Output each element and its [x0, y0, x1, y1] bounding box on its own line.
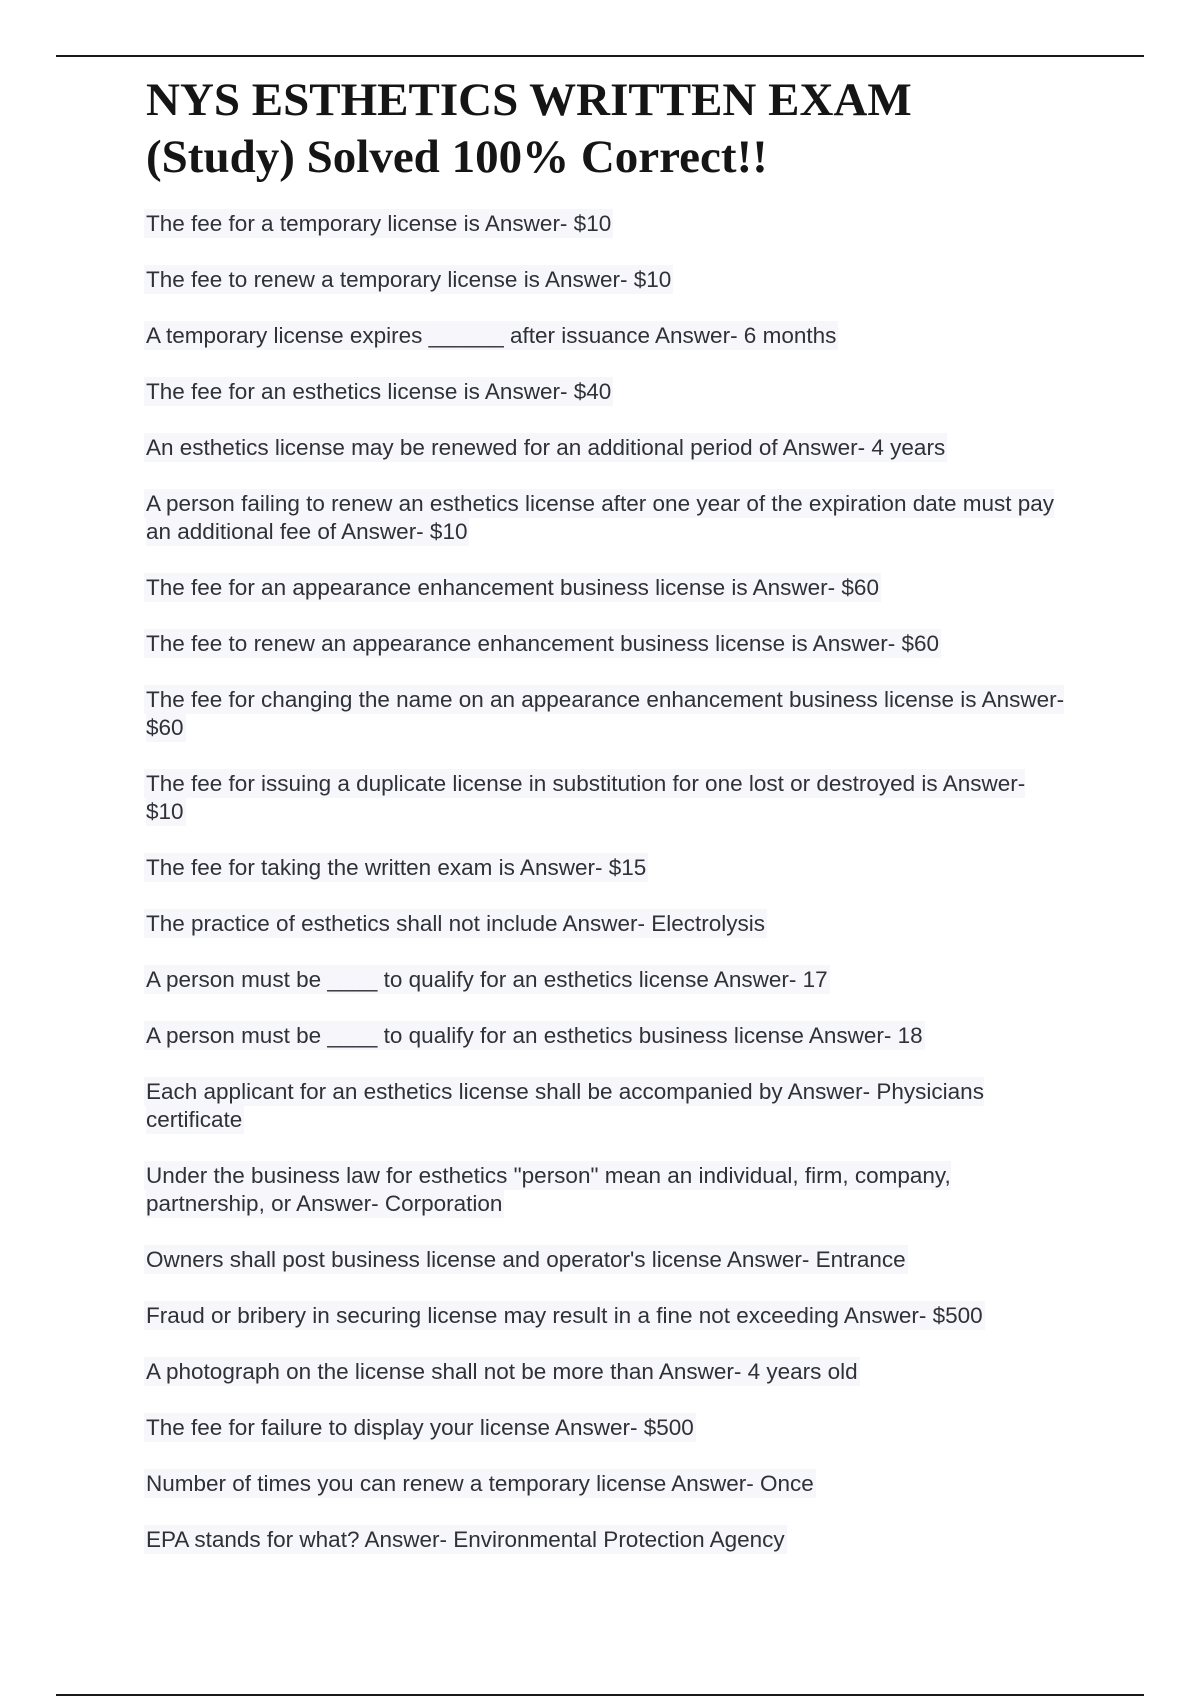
qa-item: [146, 378, 1066, 406]
qa-text: The fee for an esthetics license is Answer- $40: [146, 379, 612, 404]
qa-item: [146, 686, 1066, 742]
qa-text: The fee for an appearance enhancement business license is Answer- $60: [146, 575, 879, 600]
qa-text: Each applicant for an esthetics license shall be accompanied by Answer- Physicians certificate: [146, 1079, 984, 1132]
qa-text: A photograph on the license shall not be more than Answer- 4 years old: [146, 1359, 858, 1384]
qa-item: [146, 854, 1066, 882]
qa-text: The practice of esthetics shall not include Answer- Electrolysis: [146, 911, 766, 936]
qa-item: [146, 966, 1066, 994]
qa-item: [146, 1470, 1066, 1498]
qa-item: [146, 1246, 1066, 1274]
qa-item: [146, 1078, 1066, 1134]
bottom-rule: [56, 1694, 1144, 1696]
qa-item: [146, 1302, 1066, 1330]
qa-text: Fraud or bribery in securing license may result in a fine not exceeding Answer- $500: [146, 1303, 983, 1328]
qa-text: EPA stands for what? Answer- Environmental Protection Agency: [146, 1527, 785, 1552]
title-line-2: (Study) Solved 100% Correct!!: [146, 131, 768, 183]
qa-text: Owners shall post business license and operator's license Answer- Entrance: [146, 1247, 906, 1272]
qa-text: The fee to renew an appearance enhancement business license is Answer- $60: [146, 631, 939, 656]
qa-item: [146, 1022, 1066, 1050]
qa-item: [146, 1162, 1066, 1218]
top-rule: [56, 55, 1144, 57]
qa-text: The fee to renew a temporary license is Answer- $10: [146, 267, 672, 292]
qa-item: [146, 266, 1066, 294]
qa-text: A person failing to renew an esthetics license after one year of the expiration date must pay an additional fee of Answer- $10: [146, 491, 1055, 544]
qa-item: [146, 490, 1066, 546]
qa-item: [146, 434, 1066, 462]
qa-item: [146, 1358, 1066, 1386]
qa-text: Under the business law for esthetics "person" mean an individual, firm, company, partnership, or Answer- Corporation: [146, 1163, 951, 1216]
qa-item: [146, 1414, 1066, 1442]
qa-item: [146, 630, 1066, 658]
qa-item: [146, 1526, 1066, 1554]
qa-text: An esthetics license may be renewed for an additional period of Answer- 4 years: [146, 435, 946, 460]
qa-item: [146, 910, 1066, 938]
qa-item: [146, 322, 1066, 350]
qa-text: The fee for a temporary license is Answer- $10: [146, 211, 612, 236]
qa-item: [146, 574, 1066, 602]
qa-text: A temporary license expires ______ after issuance Answer- 6 months: [146, 323, 837, 348]
title-line-1: NYS ESTHETICS WRITTEN EXAM: [146, 74, 912, 126]
qa-list: [146, 210, 1066, 1554]
qa-text: A person must be ____ to qualify for an esthetics license Answer- 17: [146, 967, 828, 992]
qa-text: A person must be ____ to qualify for an esthetics business license Answer- 18: [146, 1023, 923, 1048]
qa-text: The fee for changing the name on an appearance enhancement business license is Answer- $60: [146, 687, 1065, 740]
qa-text: Number of times you can renew a temporary license Answer- Once: [146, 1471, 814, 1496]
qa-text: The fee for failure to display your license Answer- $500: [146, 1415, 694, 1440]
document-page: [146, 72, 1066, 1582]
qa-item: [146, 210, 1066, 238]
qa-text: The fee for issuing a duplicate license in substitution for one lost or destroyed is Answer- $10: [146, 771, 1026, 824]
document-title: [146, 72, 1066, 186]
qa-item: [146, 770, 1066, 826]
qa-text: The fee for taking the written exam is Answer- $15: [146, 855, 647, 880]
